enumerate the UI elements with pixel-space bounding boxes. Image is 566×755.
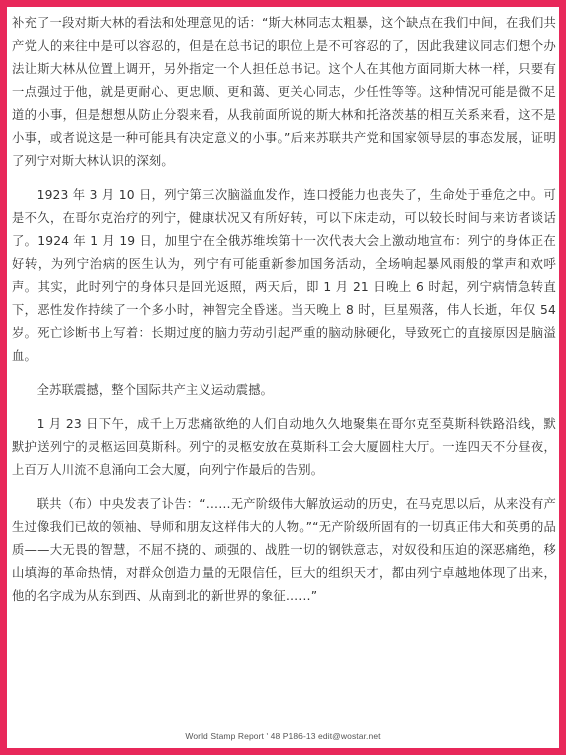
paragraph-lenin-testament: 补充了一段对斯大林的看法和处理意见的话：“斯大林同志太粗暴，这个缺点在我们中间，在我们共产党人的来往中是可以容忍的，但是在总书记的职位上是不可容忍的了，因此我建议同志们想个办法让斯大林从位置上调开，另外指定一个人担任总书记。这个人在其他方面同斯大林一样，只要有一点强过于他，就是更耐心、更忠顺、更和蔼、更关心同志，少任性等等。这种情况可能是微不足道的小事，但是想想从防止分裂来看，从我前面所说的斯大林和托洛茨基的相互关系来看，这不是小事，或者说这是一种可能具有决定意义的小事。”后来苏联共产党和国家领导层的事态发展，证明了列宁对斯大林认识的深刻。	[12, 16, 556, 168]
page-frame	[7, 7, 559, 748]
article-body	[12, 12, 556, 619]
paragraph-obituary: 联共（布）中央发表了讣告：“……无产阶级伟大解放运动的历史，在马克思以后，从来没有产生过像我们已故的领袖、导师和朋友这样伟大的人物。”“无产阶级所固有的一切真正伟大和英勇的品质——大无畏的智慧，不屈不挠的、顽强的、战胜一切的钢铁意志，对奴役和压迫的深恶痛绝，移山填海的革命热情，对群众创造力量的无限信任，巨大的组织天才，都由列宁卓越地体现了出来，他的名字成为从东到西、从南到北的新世界的象征……”	[12, 497, 556, 603]
paragraph-lenin-death: 1923 年 3 月 10 日，列宁第三次脑溢血发作，连口授能力也丧失了，生命处于垂危之中。可是不久，在哥尔克治疗的列宁，健康状况又有所好转，可以下床走动，可以较长时间与来访者谈话了。1924 年 1 月 19 日，加里宁在全俄苏维埃第十一次代表大会上激动地宣布：列宁的身体正在好转，为列宁治病的医生认为，列宁有可能重新参加国务活动，全场响起暴风雨般的掌声和欢呼声。其实，此时列宁的身体只是回光返照，两天后，即 1 月 21 日晚上 6 时起，列宁病情急转直下，恶性发作持续了一个多小时，神智完全昏迷。当天晚上 8 时，巨星殒落，伟人长逝，年仅 54 岁。死亡诊断书上写着：长期过度的脑力劳动引起严重的脑动脉硬化，导致死亡的直接原因是脑溢血。	[12, 188, 556, 363]
page-footer: World Stamp Report ' 48 P186-13 edit@wostar.net	[185, 731, 381, 741]
paragraph-shock: 全苏联震撼，整个国际共产主义运动震撼。	[36, 383, 274, 397]
paragraph-funeral: 1 月 23 日下午，成千上万悲痛欲绝的人们自动地久久地聚集在哥尔克至莫斯科铁路沿线，默默护送列宁的灵柩运回莫斯科。列宁的灵柩安放在莫斯科工会大厦圆柱大厅。一连四天不分昼夜，上百万人川流不息涌向工会大厦，向列宁作最后的告别。	[12, 417, 556, 477]
